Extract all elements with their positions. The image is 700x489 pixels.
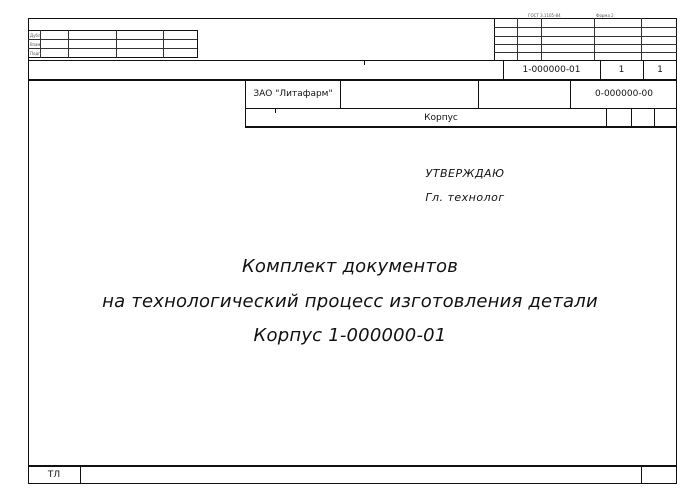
sheet-count: 1 — [657, 65, 663, 75]
organization-name: ЗАО "Литафарм" — [253, 89, 333, 99]
approval-title: УТВЕРЖДАЮ — [425, 167, 505, 180]
row-label-podp: Подп — [30, 51, 41, 56]
part-name: Корпус — [424, 112, 458, 123]
row-label-vzam: Взам — [30, 42, 41, 47]
footer-label: ТЛ — [47, 469, 61, 480]
form-label: Форма 2 — [596, 13, 614, 18]
document-code: 1-000000-01 — [522, 65, 581, 75]
title-line-1: Комплект документов — [241, 256, 459, 277]
title-line-2: на технологический процесс изготовления детали — [102, 291, 598, 312]
footer-line — [28, 465, 677, 467]
part-code: 0-000000-00 — [594, 89, 654, 99]
title-line-3: Корпус 1-000000-01 — [253, 325, 447, 346]
approval-position: Гл. технолог — [425, 191, 505, 204]
row-label-dubl: Дубл — [30, 33, 41, 38]
gost-label: ГОСТ 3.1105-84 — [528, 13, 561, 18]
sheet-number: 1 — [618, 65, 625, 75]
